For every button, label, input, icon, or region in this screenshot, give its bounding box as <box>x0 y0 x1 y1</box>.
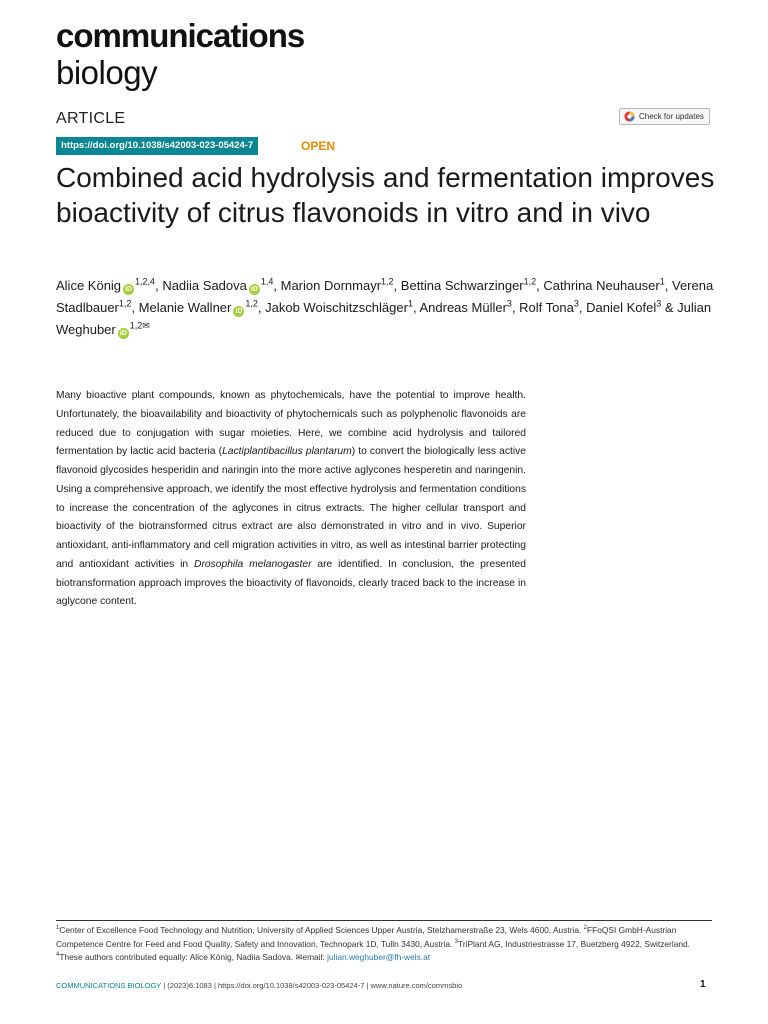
author-entry <box>586 300 661 315</box>
article-type: ARTICLE <box>56 110 126 127</box>
doi-badge-link[interactable]: https://doi.org/10.1038/s42003-023-05424-7 <box>56 137 258 155</box>
crossmark-icon <box>624 111 635 122</box>
author-affiliation-sup: 1,2 <box>118 298 132 309</box>
author-entry <box>419 300 511 315</box>
abstract-italic-term: Drosophila melanogaster <box>194 558 312 570</box>
affiliation-sup: 3 <box>454 938 459 945</box>
author-name[interactable]: Julian Weghuber <box>56 300 712 337</box>
author-affiliation-sup: 1 <box>659 276 665 287</box>
author-name[interactable]: Marion Dornmayr <box>280 278 382 293</box>
open-access-label: OPEN <box>301 139 336 153</box>
affiliation-text: Center of Excellence Food Technology and Nutrition, University of Applied Sciences Upper Austria, Stelzhamerstraße 23, Wels 4600, Austria. <box>59 925 584 935</box>
orcid-icon[interactable]: iD <box>125 286 133 293</box>
author-affiliation-sup: 3 <box>506 298 512 309</box>
orcid-icon[interactable]: iD <box>235 308 243 315</box>
author-affiliation-sup: 3 <box>656 298 662 309</box>
affiliation-sup: 2 <box>583 925 588 932</box>
affiliation-text: These authors contributed equally: Alice König, Nadiia Sadova. <box>59 952 296 962</box>
author-name[interactable]: Alice König <box>56 278 122 293</box>
author-entry <box>281 278 394 293</box>
footnote-divider <box>56 920 712 921</box>
abstract <box>56 387 526 612</box>
author-affiliation-sup: 1,2 <box>523 276 537 287</box>
author-name[interactable]: Cathrina Neuhauser <box>543 278 660 293</box>
author-entry <box>265 300 413 315</box>
article-title: Combined acid hydrolysis and fermentation improves bioactivity of citrus flavonoids in vitro and in vivo <box>56 162 715 228</box>
author-list: Alice König iD$^{1,2,4}$, Nadiia Sadova iD$^{1,4}$, Marion Dornmayr$^{1,2}$, Bettina Schwarzinger$^{1,2}$, Cathrina Neuhauser$^1$, Verena Stadlbauer$^{1,2}$, Melanie Wallner iD$^{1,2}$, Jakob Woischitzschläger$^1$, Andreas Müller$^3$, Rolf Tona$^3$, Daniel Kofel$^3$ & Julian Weghuber $iD^{1,2✉}$ <box>56 276 714 337</box>
author-affiliation-sup: 1,2✉ <box>129 320 150 331</box>
affiliation-sup: 4 <box>56 952 60 959</box>
orcid-icon[interactable]: iD <box>250 286 258 293</box>
author-name[interactable]: Rolf Tona <box>519 300 574 315</box>
journal-name-line1: communications <box>56 17 305 54</box>
affiliation-text: TriPlant AG, Industriestrasse 17, Buetzberg 4922, Switzerland. <box>458 938 690 949</box>
journal-name-line2: biology <box>56 54 158 91</box>
email-link[interactable]: julian.weghuber@fh-wels.at <box>327 952 431 962</box>
author-affiliation-sup: 1 <box>407 298 413 309</box>
affiliations <box>56 924 712 965</box>
author-name[interactable]: Verena Stadlbauer <box>56 278 714 315</box>
author-affiliation-sup: 1,2 <box>381 276 394 287</box>
affiliation-sup: 1 <box>56 925 60 932</box>
author-entry <box>139 300 258 315</box>
author-entry: & Julian Weghuber $iD^{1,2✉}$ <box>56 300 712 337</box>
author-name[interactable]: Andreas Müller <box>419 300 507 315</box>
abstract-text: ) to convert the biologically less active flavonoid glycosides hesperidin and naringin into the more active aglycones hesperetin and naringenin. Using a comprehensive approach, we identify the most effective hydrolysis and fermentation conditions to increase the concentration of the aglycones in citrus extracts. The higher cellular transport and bioactivity of the biotransformed citrus extract are also demonstrated in vitro and in vivo. Superior antioxidant, anti-inflammatory and cell migration activities in vitro, as well as intestinal barrier protecting and antioxidant activities in <box>56 446 527 570</box>
affiliation-text: FFoQSI GmbH-Austrian Competence Centre for Feed and Food Quality, Safety and Innovation, Technopark 1D, Tulln 3430, Austria. <box>56 925 677 949</box>
author-affiliation-sup: 1,4 <box>260 276 274 287</box>
author-entry <box>543 278 664 293</box>
page-number: 1 <box>700 979 706 990</box>
orcid-icon[interactable]: iD <box>119 330 127 337</box>
author-affiliation-sup: 3 <box>573 298 579 309</box>
check-for-updates-button[interactable] <box>619 108 710 125</box>
author-name[interactable]: Nadiia Sadova <box>162 278 247 293</box>
author-entry <box>519 300 579 315</box>
author-affiliation-sup: 1,2,4 <box>135 276 156 287</box>
author-name[interactable]: Melanie Wallner <box>138 300 232 315</box>
abstract-text: Many bioactive plant compounds, known as phytochemicals, have the potential to improve health. Unfortunately, the bioavailability and bioactivity of phytochemicals such as polyphenolic flavonoids are reduced due to conjugation with sugar moieties. Here, we combine acid hydrolysis and tailored fermentation by lactic acid bacteria ( <box>56 390 526 458</box>
footer-citation: | (2023)6:1083 | https://doi.org/10.1038/s42003-023-05424-7 | www.nature.com/commsbio <box>161 981 463 990</box>
author-affiliation-sup: 1,2 <box>245 298 258 309</box>
author-name[interactable]: Daniel Kofel <box>586 300 657 315</box>
author-entry <box>401 278 536 293</box>
author-entry <box>162 278 273 293</box>
email-envelope-icon: ✉ <box>295 952 303 962</box>
author-name[interactable]: Jakob Woischitzschläger <box>265 300 408 315</box>
page-footer <box>56 981 462 990</box>
check-for-updates-label: Check for updates <box>639 112 704 121</box>
abstract-text: are identified. In conclusion, the presented biotransformation approach improves the bioactivity of flavonoids, clearly traced back to the increase in aglycone content. <box>56 558 526 608</box>
footer-journal-name: COMMUNICATIONS BIOLOGY <box>56 981 162 990</box>
abstract-italic-term: Lactiplantibacillus plantarum <box>222 446 352 458</box>
author-name[interactable]: Bettina Schwarzinger <box>400 278 524 293</box>
email-label: email: <box>302 952 328 962</box>
author-entry <box>56 278 155 293</box>
